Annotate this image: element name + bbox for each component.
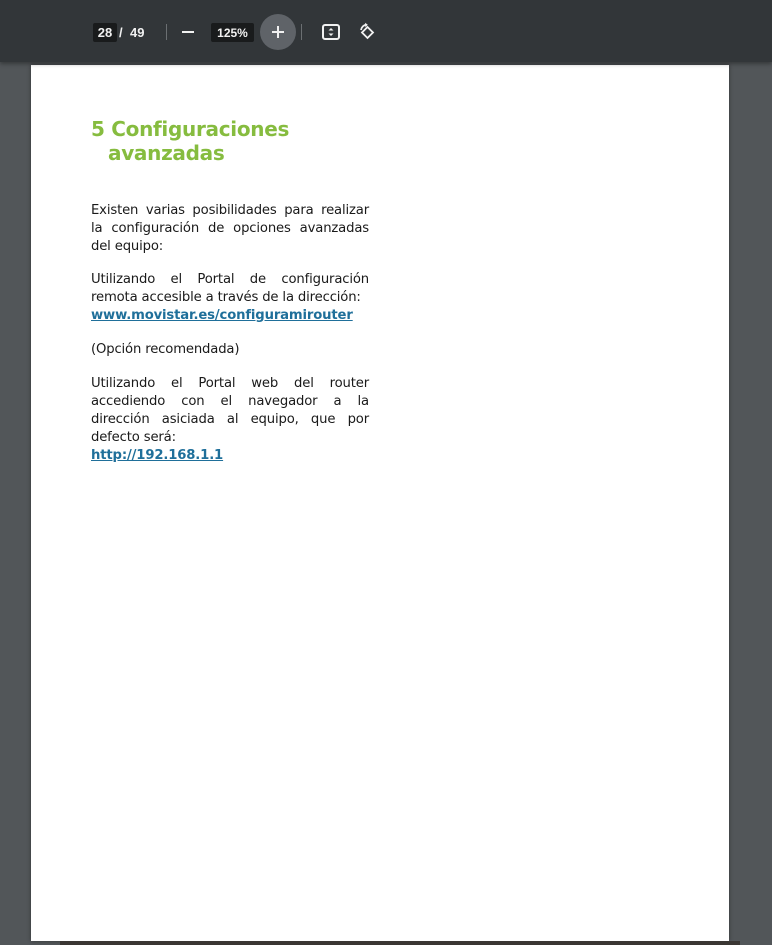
heading-line-1: 5 Configuraciones [91,117,290,141]
fit-to-page-button[interactable] [318,19,344,45]
rotate-icon [357,22,377,42]
next-page-edge [60,941,740,945]
toolbar-divider [301,24,302,40]
heading-line-2: avanzadas [108,141,225,165]
paragraph-remote-portal [91,271,369,325]
page-separator: / [119,25,123,40]
total-pages: 49 [130,25,145,40]
movistar-config-link[interactable]: www.movistar.es/configuramirouter [91,308,353,323]
pdf-page [31,65,729,941]
fit-to-page-icon [321,22,341,42]
paragraph-web-portal-text: Utilizando el Portal web del router accediendo con el navegador a la dirección asiciada al equipo, que por defecto será: [91,376,369,445]
toolbar-divider [166,24,167,40]
paragraph-intro: Existen varias posibilidades para realizar la configuración de opciones avanzadas del equipo: [91,203,369,254]
zoom-in-button[interactable] [260,14,296,50]
page-number-input[interactable] [93,23,117,42]
minus-icon [181,25,195,39]
zoom-level-value: 125% [217,25,248,40]
router-ip-link[interactable]: http://192.168.1.1 [91,448,224,463]
zoom-level-input[interactable] [211,23,254,42]
current-page-value: 28 [97,25,113,40]
paragraph-remote-portal-text: Utilizando el Portal de configuración remota accesible a través de la dirección: [91,272,369,305]
pdf-toolbar [0,0,772,62]
plus-icon [271,25,285,39]
paragraph-web-portal [91,375,369,465]
section-heading [91,117,391,165]
rotate-button[interactable] [354,19,380,45]
zoom-out-button[interactable] [176,20,200,44]
paragraph-recommended: (Opción recomendada) [91,342,240,357]
